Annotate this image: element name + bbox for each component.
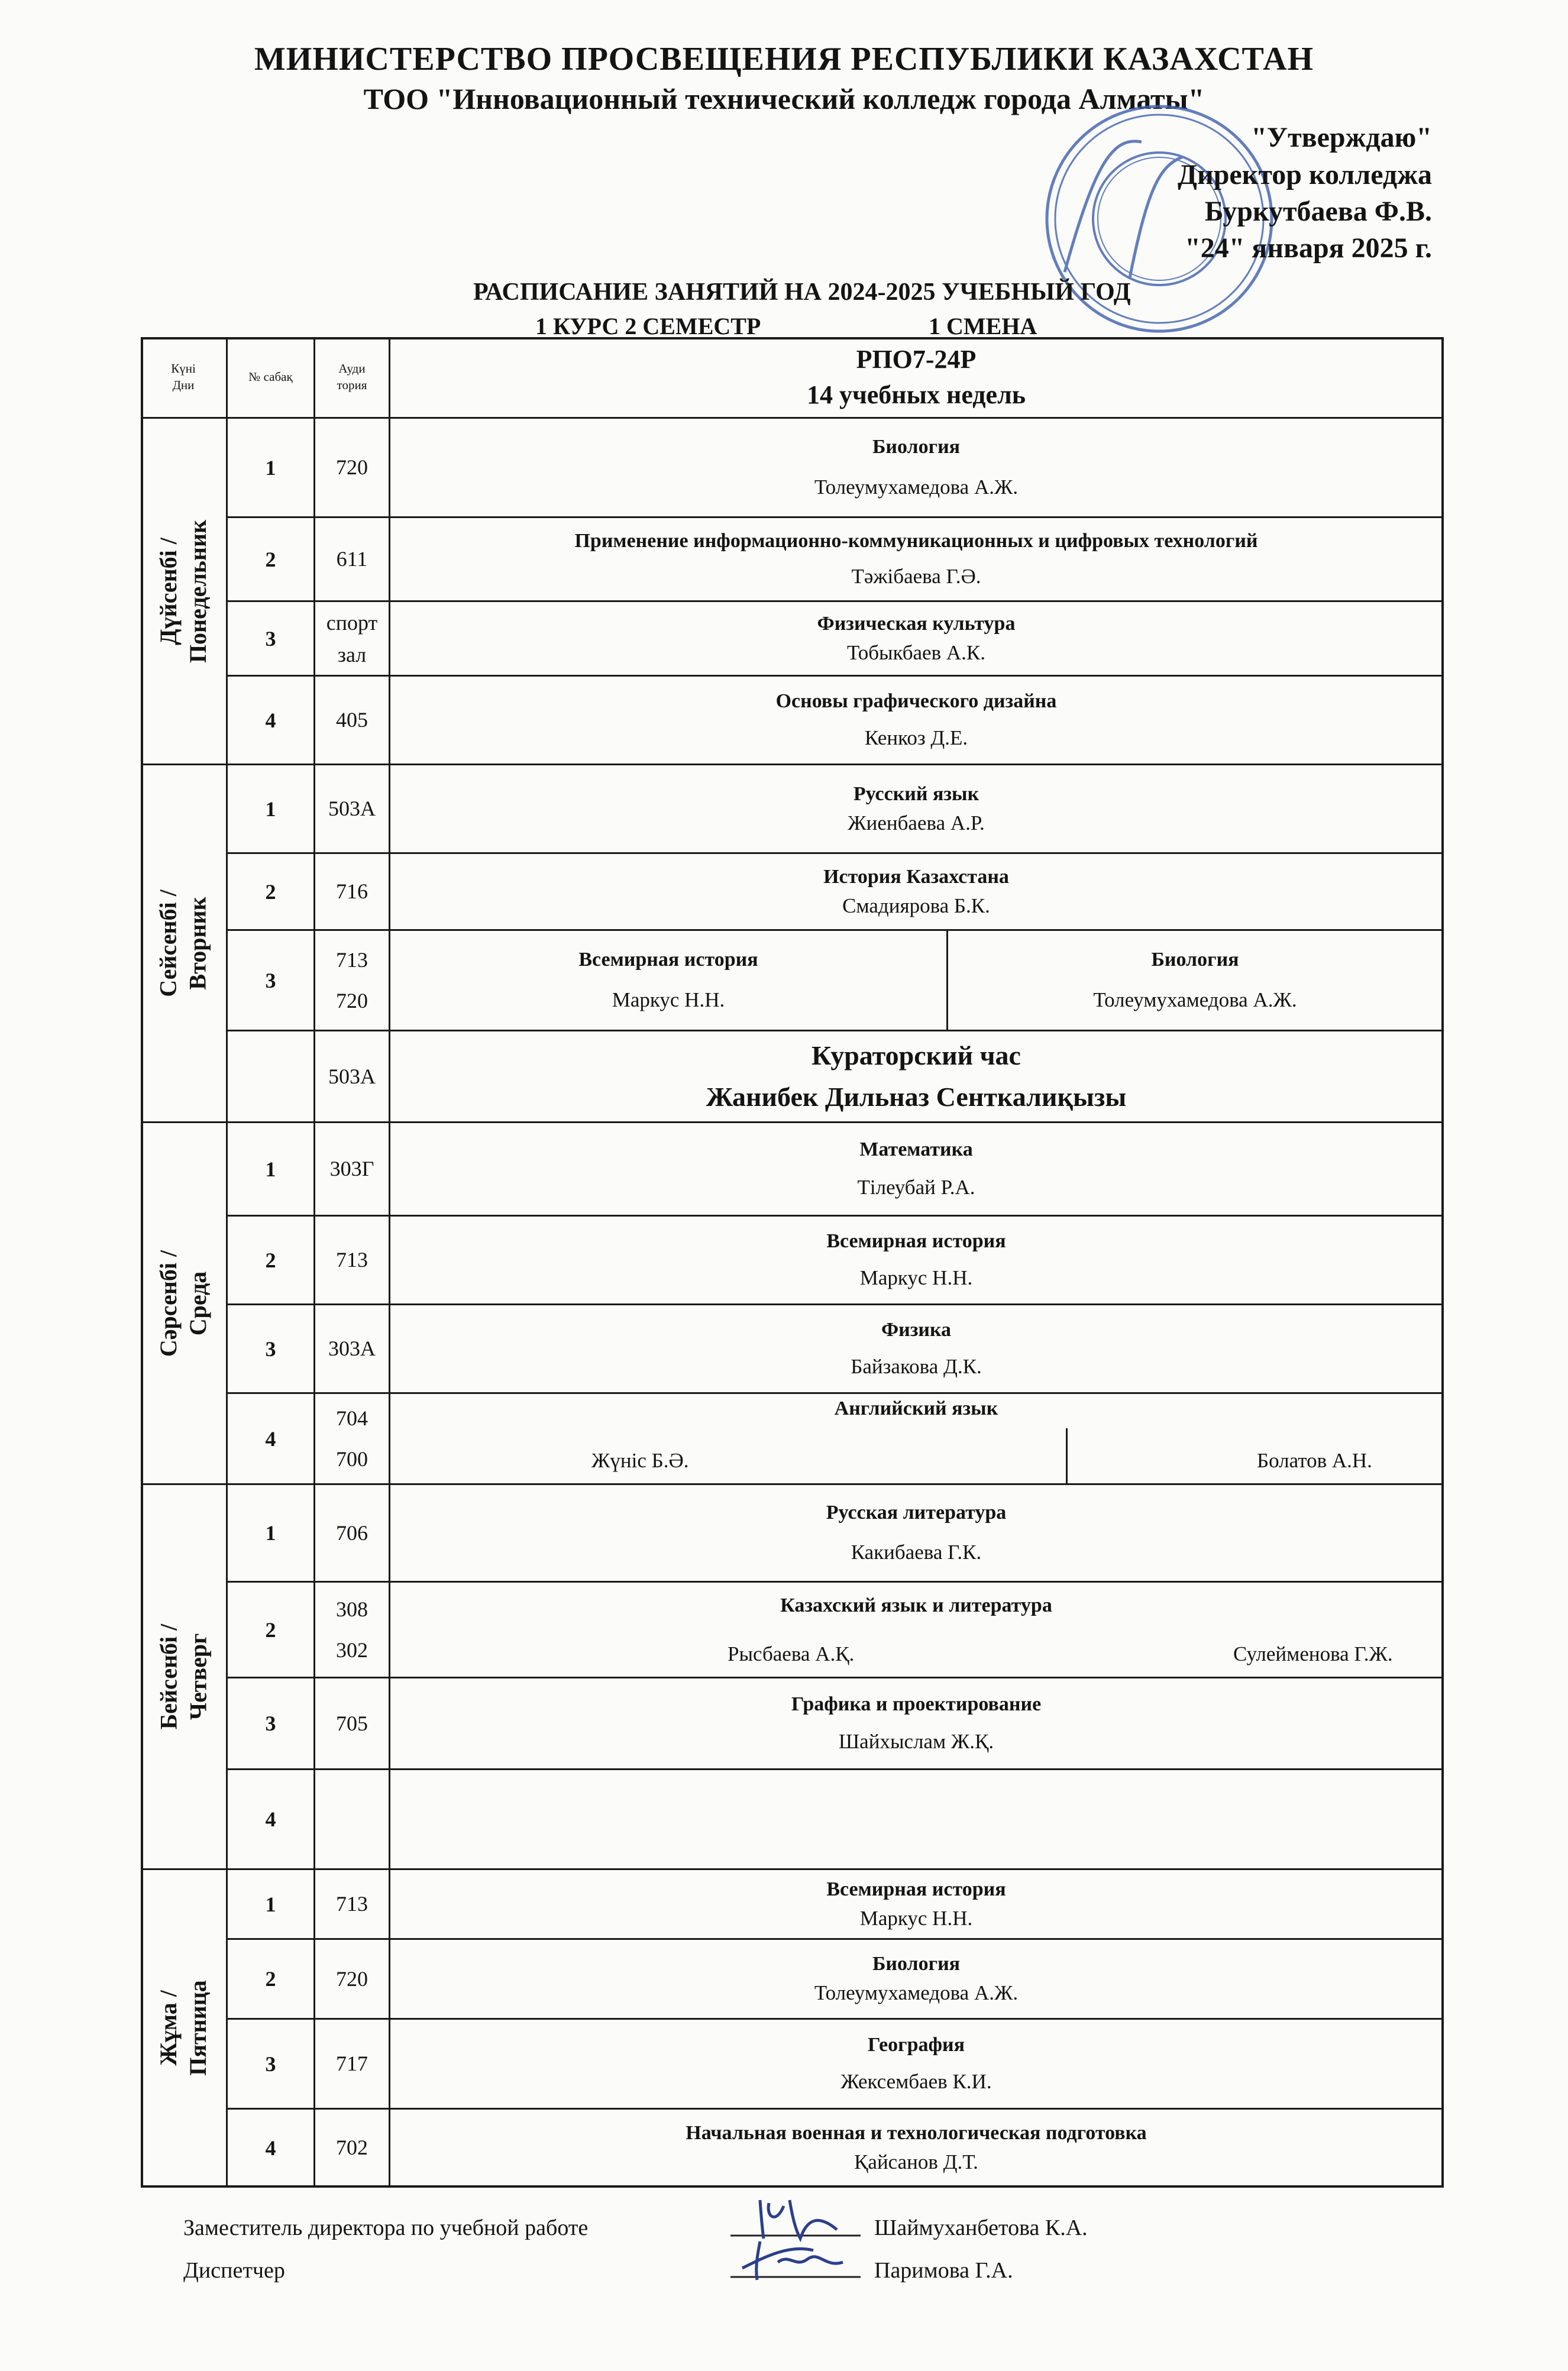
- lesson-cell: [390, 1123, 1444, 1217]
- room-cell: 713: [315, 1870, 390, 1940]
- lesson-number: 3: [228, 1305, 315, 1394]
- subject: Всемирная история: [826, 1230, 1006, 1252]
- lesson-cell: [390, 1485, 1444, 1583]
- lesson-number: 2: [228, 1217, 315, 1305]
- teacher: Кенкоз Д.Е.: [864, 726, 968, 749]
- header-room: Ауди тория: [315, 337, 390, 419]
- room-cell: 713: [315, 1217, 390, 1305]
- subject: Казахский язык и литература: [780, 1594, 1052, 1616]
- course-label: 1 КУРС 2 СЕМЕСТР: [535, 313, 761, 339]
- teacher: Маркус Н.Н.: [859, 1906, 973, 1930]
- room-cell: 704 700: [315, 1394, 390, 1485]
- schedule-table: [141, 337, 1444, 2188]
- subject: Применение информационно-коммуникационных и цифровых технологий: [574, 530, 1258, 552]
- footer-name: Шаймуханбетова К.А.: [874, 2215, 1088, 2240]
- curator-hour-cell: [390, 1031, 1444, 1123]
- lesson-cell: [390, 1678, 1444, 1770]
- subject: Русский язык: [853, 782, 979, 805]
- teacher: Жанибек Дильназ Сенткалиқызы: [706, 1082, 1127, 1112]
- teacher: Жүніс Б.Ә.: [591, 1449, 689, 1472]
- teacher: Смадиярова Б.К.: [842, 894, 990, 917]
- lesson-cell: [390, 2110, 1444, 2188]
- subject: Всемирная история: [578, 948, 758, 971]
- room-cell: 713 720: [315, 931, 390, 1031]
- subject: Биология: [1151, 948, 1239, 971]
- lesson-cell: [390, 1305, 1444, 1394]
- teacher: Толеумухамедова А.Ж.: [814, 476, 1019, 499]
- room-cell: 706: [315, 1485, 390, 1583]
- lesson-cell-split: [390, 1394, 1444, 1485]
- teacher: Толеумухамедова А.Ж.: [814, 1981, 1019, 2004]
- lesson-cell: [390, 2020, 1444, 2110]
- shift-label: 1 СМЕНА: [929, 313, 1037, 339]
- subject: Биология: [872, 1953, 961, 1975]
- subject: Математика: [859, 1138, 973, 1160]
- lesson-number: 4: [228, 1770, 315, 1870]
- room-cell: 308 302: [315, 1583, 390, 1678]
- subject: Начальная военная и технологическая подготовка: [686, 2121, 1147, 2144]
- teacher: Рысбаева А.Қ.: [728, 1642, 855, 1665]
- approval-line: "Утверждаю": [1251, 122, 1432, 153]
- schedule-title: РАСПИСАНИЕ ЗАНЯТИЙ НА 2024-2025 УЧЕБНЫЙ ГОД: [473, 279, 1131, 306]
- lesson-cell: [390, 419, 1444, 518]
- lesson-number: 3: [228, 602, 315, 677]
- room-cell: 611: [315, 518, 390, 602]
- teacher: Тобыкбаев А.К.: [847, 641, 985, 664]
- room-cell: 503А: [315, 1031, 390, 1123]
- teacher: Болатов А.Н.: [1257, 1449, 1372, 1472]
- teacher: Маркус Н.Н.: [859, 1266, 973, 1289]
- room-cell: 720: [315, 419, 390, 518]
- lesson-cell-split: [390, 931, 1444, 1031]
- lesson-number: 3: [228, 1678, 315, 1770]
- lesson-number: 1: [228, 419, 315, 518]
- room-cell: 705: [315, 1678, 390, 1770]
- lesson-number: 3: [228, 931, 315, 1031]
- signature: [725, 2233, 872, 2286]
- ministry-title: МИНИСТЕРСТВО ПРОСВЕЩЕНИЯ РЕСПУБЛИКИ КАЗАХСТАН: [254, 41, 1314, 77]
- room-cell: 717: [315, 2020, 390, 2110]
- subject: Графика и проектирование: [791, 1693, 1042, 1715]
- approval-line: Буркутбаева Ф.В.: [1204, 196, 1432, 227]
- subject: Физика: [881, 1319, 952, 1341]
- subject: Основы графического дизайна: [775, 690, 1057, 712]
- lesson-number: [228, 1031, 315, 1123]
- room-cell: 702: [315, 2110, 390, 2188]
- day-friday: Жұма / Пятница: [141, 1870, 228, 2188]
- room-cell: 303А: [315, 1305, 390, 1394]
- header-group: РПО7-24Р 14 учебных недель: [390, 337, 1444, 419]
- teacher: Байзакова Д.К.: [851, 1355, 982, 1378]
- lesson-cell-split: [390, 1583, 1444, 1678]
- lesson-number: 2: [228, 1940, 315, 2020]
- lesson-cell: [390, 765, 1444, 854]
- teacher: Тәжібаева Г.Ә.: [851, 564, 981, 588]
- lesson-cell: [390, 854, 1444, 931]
- room-cell: [315, 1770, 390, 1870]
- subject: География: [868, 2033, 965, 2056]
- cell-divider: [1066, 1428, 1068, 1483]
- lesson-cell: [390, 602, 1444, 677]
- footer-name: Паримова Г.А.: [874, 2258, 1013, 2283]
- footer-role: Диспетчер: [183, 2258, 285, 2283]
- teacher: Тілеубай Р.А.: [857, 1176, 975, 1199]
- subject: Биология: [872, 436, 961, 458]
- footer-role: Заместитель директора по учебной работе: [183, 2215, 589, 2240]
- teacher: Толеумухамедова А.Ж.: [1093, 988, 1297, 1012]
- room-cell: 716: [315, 854, 390, 931]
- lesson-cell-empty: [390, 1770, 1444, 1870]
- subject: История Казахстана: [823, 865, 1009, 888]
- teacher: Сулейменова Г.Ж.: [1233, 1642, 1393, 1665]
- lesson-number: 2: [228, 854, 315, 931]
- teacher: Какибаева Г.К.: [851, 1541, 982, 1564]
- header-lesson-no: № сабақ: [228, 337, 315, 419]
- room-cell: 405: [315, 677, 390, 765]
- lesson-number: 1: [228, 1870, 315, 1940]
- teacher: Шайхыслам Ж.Қ.: [838, 1730, 994, 1754]
- lesson-number: 1: [228, 1123, 315, 1217]
- room-cell: 720: [315, 1940, 390, 2020]
- day-monday: Дүйсенбі / Понедельник: [141, 419, 228, 765]
- lesson-number: 1: [228, 1485, 315, 1583]
- subject: Русская литература: [826, 1502, 1007, 1523]
- teacher: Қайсанов Д.Т.: [854, 2150, 978, 2173]
- lesson-cell: [390, 677, 1444, 765]
- lesson-cell: [390, 1217, 1444, 1305]
- approval-date: "24" января 2025 г.: [1185, 232, 1432, 264]
- subject: Английский язык: [834, 1398, 998, 1419]
- teacher: Жиенбаева А.Р.: [848, 811, 985, 834]
- lesson-cell: [390, 1870, 1444, 1940]
- room-cell: спорт зал: [315, 602, 390, 677]
- lesson-cell: [390, 518, 1444, 602]
- approval-line: Директор колледжа: [1178, 159, 1432, 190]
- lesson-number: 2: [228, 518, 315, 602]
- college-title: ТОО "Инновационный технический колледж города Алматы": [363, 82, 1205, 115]
- day-tuesday: Сейсенбі / Вторник: [141, 765, 228, 1123]
- lesson-half-left: [390, 931, 946, 1030]
- lesson-number: 3: [228, 2020, 315, 2110]
- subject: Всемирная история: [826, 1878, 1006, 1900]
- lesson-number: 1: [228, 765, 315, 854]
- header-day: Күні Дни: [141, 337, 228, 419]
- lesson-number: 4: [228, 677, 315, 765]
- lesson-half-right: [948, 931, 1442, 1030]
- subject: Кураторский час: [812, 1040, 1021, 1071]
- room-cell: 303Г: [315, 1123, 390, 1217]
- room-cell: 503А: [315, 765, 390, 854]
- day-thursday: Бейсенбі / Четверг: [141, 1485, 228, 1870]
- day-wednesday: Сәрсенбі / Среда: [141, 1123, 228, 1485]
- lesson-cell: [390, 1940, 1444, 2020]
- subject: Физическая культура: [817, 612, 1016, 635]
- lesson-number: 4: [228, 2110, 315, 2188]
- teacher: Маркус Н.Н.: [612, 988, 725, 1012]
- lesson-number: 2: [228, 1583, 315, 1678]
- teacher: Жексембаев К.И.: [840, 2070, 992, 2094]
- lesson-number: 4: [228, 1394, 315, 1485]
